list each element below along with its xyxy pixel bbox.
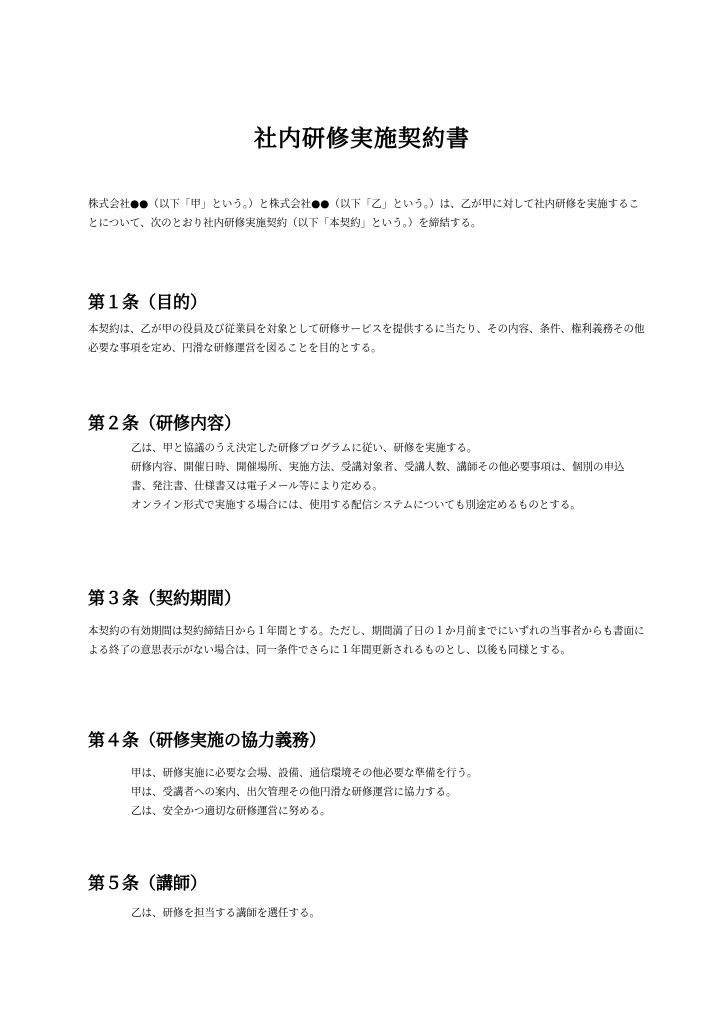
article-4-item-3: 乙は、安全かつ適切な研修運営に努める。: [131, 805, 331, 817]
article-5-heading: 第５条（講師）: [88, 874, 207, 894]
article-2-item-1: 乙は、甲と協議のうえ決定した研修プログラムに従い、研修を実施する。: [131, 442, 478, 454]
article-2-item-3: オンライン形式で実施する場合には、使用する配信システムについても別途定めるものとする。: [131, 499, 581, 511]
article-2-heading: 第２条（研修内容）: [88, 414, 241, 434]
article-1-heading: 第１条（目的）: [88, 293, 207, 313]
article-2-items: [131, 439, 641, 515]
article-4-item-1: 甲は、研修実施に必要な会場、設備、通信環境その他必要な準備を行う。: [131, 767, 478, 779]
article-4-items: [131, 764, 641, 821]
preamble-paragraph: 株式会社●●（以下「甲」という。）と株式会社●●（以下「乙」という。）は、乙が甲に対して社内研修を実施することについて、次のとおり社内研修実施契約（以下「本契約」という。）を締結する。: [88, 198, 640, 229]
article-1-body: 本契約は、乙が甲の役員及び従業員を対象として研修サービスを提供するに当たり、その内容、条件、権利義務その他必要な事項を定め、円滑な研修運営を図ることを目的とする。: [88, 323, 645, 354]
article-3-heading: 第３条（契約期間）: [88, 589, 241, 609]
article-4-heading: 第４条（研修実施の協力義務）: [88, 731, 326, 751]
article-2-item-2: 研修内容、開催日時、開催場所、実施方法、受講対象者、受講人数、講師その他必要事項は、個別の申込書、発注書、仕様書又は電子メール等により定める。: [131, 461, 625, 492]
article-5-items: [131, 904, 641, 923]
document-title: 社内研修実施契約書: [254, 126, 470, 152]
article-4-item-2: 甲は、受講者への案内、出欠管理その他円滑な研修運営に協力する。: [131, 786, 457, 798]
article-5-item-1: 乙は、研修を担当する講師を選任する。: [131, 907, 320, 919]
article-3-body: 本契約の有効期間は契約締結日から１年間とする。ただし、期間満了日の１か月前までにいずれの当事者からも書面による終了の意思表示がない場合は、同一条件でさらに１年間更新されるものとし、以後も同様とする。: [88, 625, 645, 656]
